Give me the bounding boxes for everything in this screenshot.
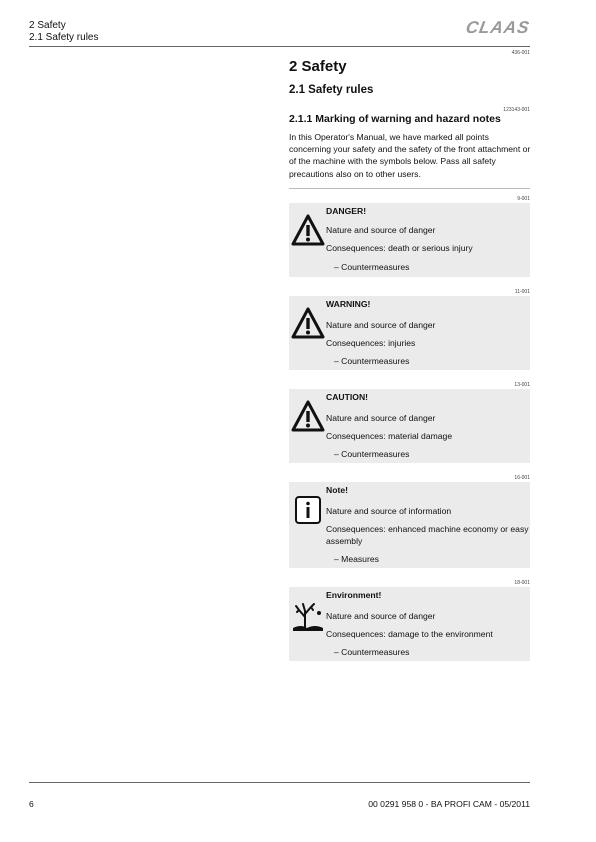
note-consequences: Consequences: enhanced machine economy or easy assembly (326, 524, 529, 546)
claas-logo: CLAAS (464, 18, 532, 37)
reference-code: 13-001 (514, 382, 530, 388)
note-source: Nature and source of danger (326, 413, 436, 423)
note-source: Nature and source of information (326, 506, 452, 516)
subsection-heading: 2.1.1 Marking of warning and hazard notes (289, 113, 501, 125)
reference-code: 436-001 (511, 50, 530, 56)
note-measure: – Countermeasures (334, 356, 410, 366)
info-note (289, 482, 530, 568)
note-measure: – Countermeasures (334, 449, 410, 459)
info-icon (291, 492, 325, 526)
dead-tree-icon (291, 597, 325, 631)
reference-code: 123143-001 (503, 107, 530, 113)
note-title: Note! (326, 485, 348, 495)
section-heading: 2.1 Safety rules (289, 84, 374, 96)
caution-note (289, 389, 530, 463)
intro-paragraph: In this Operator's Manual, we have marked all points concerning your safety and the safety of the front attachment or of the machine with the symbols below. Pass all safety precautions also on to other users. (289, 132, 531, 179)
chapter-heading: 2 Safety (289, 58, 347, 75)
note-consequences: Consequences: death or serious injury (326, 243, 473, 253)
page-number: 6 (29, 799, 34, 809)
header-rule (29, 46, 530, 47)
danger-note (289, 203, 530, 277)
document-reference: 00 0291 958 0 - BA PROFI CAM - 05/2011 (368, 799, 530, 809)
footer-rule (29, 782, 530, 783)
note-measure: – Measures (334, 554, 379, 564)
note-measure: – Countermeasures (334, 262, 410, 272)
warning-triangle-icon (291, 399, 325, 433)
note-title: DANGER! (326, 206, 367, 216)
warning-triangle-icon (291, 213, 325, 247)
note-source: Nature and source of danger (326, 611, 436, 621)
note-title: Environment! (326, 590, 382, 600)
note-source: Nature and source of danger (326, 225, 436, 235)
warning-note (289, 296, 530, 370)
note-title: CAUTION! (326, 392, 369, 402)
reference-code: 18-001 (514, 580, 530, 586)
divider (289, 188, 530, 189)
note-consequences: Consequences: damage to the environment (326, 629, 493, 639)
note-title: WARNING! (326, 299, 371, 309)
note-consequences: Consequences: material damage (326, 431, 453, 441)
reference-code: 16-001 (514, 475, 530, 481)
header-chapter: 2 Safety (29, 20, 66, 31)
note-consequences: Consequences: injuries (326, 338, 416, 348)
warning-triangle-icon (291, 306, 325, 340)
environment-note (289, 587, 530, 661)
note-source: Nature and source of danger (326, 320, 436, 330)
header-section: 2.1 Safety rules (29, 32, 99, 43)
reference-code: 9-001 (517, 196, 530, 202)
reference-code: 11-001 (514, 289, 530, 295)
note-measure: – Countermeasures (334, 647, 410, 657)
